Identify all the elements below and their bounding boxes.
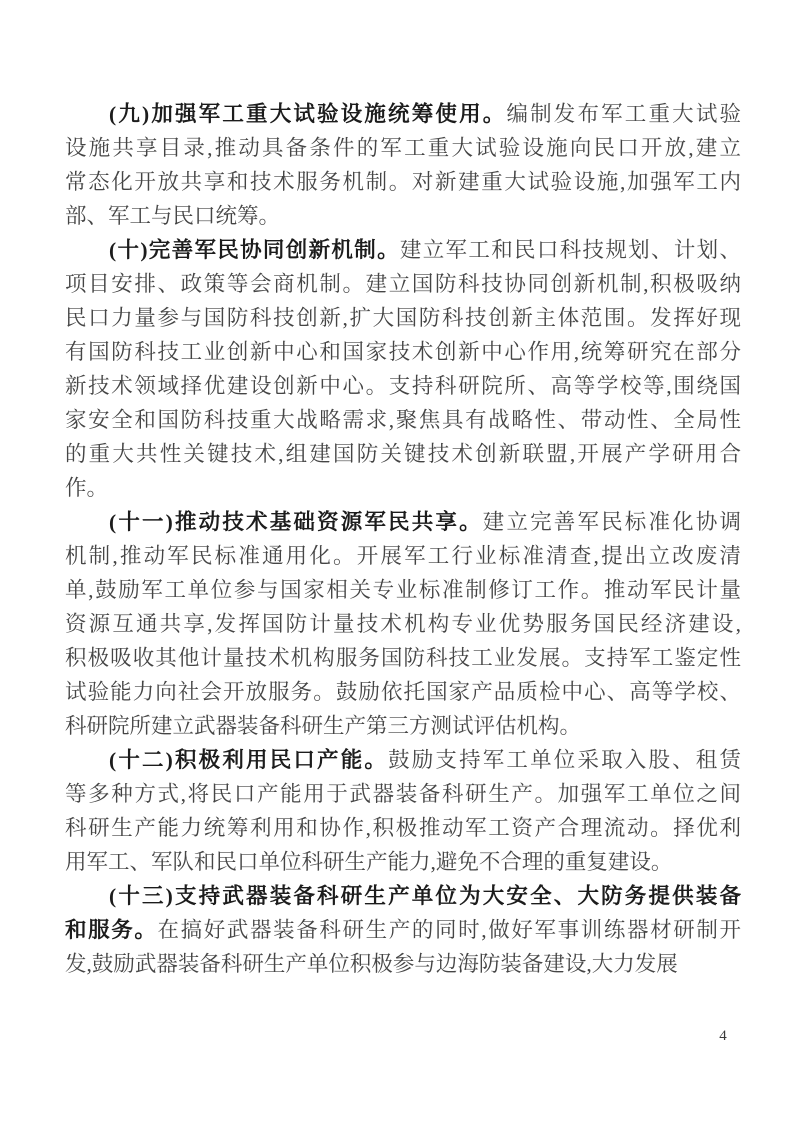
text-line	[65, 641, 741, 675]
paragraph-heading: (十)完善军民协同创新机制。	[109, 238, 400, 262]
paragraph-heading: 和服务。	[65, 918, 158, 942]
paragraph-heading: (九)加强军工重大试验设施统筹使用。	[109, 102, 507, 126]
text-line	[65, 199, 741, 233]
paragraph-text: 机制,推动军民标准通用化。开展军工行业标准清查,提出立改废清	[65, 544, 741, 568]
text-line	[65, 165, 741, 199]
paragraph-text: 新技术领域择优建设创新中心。支持科研院所、高等学校等,围绕国	[65, 374, 741, 398]
paragraph-text: 项目安排、政策等会商机制。建立国防科技协同创新机制,积极吸纳	[65, 272, 741, 296]
text-line	[65, 777, 741, 811]
paragraph-text: 编制发布军工重大试验	[506, 102, 741, 126]
text-line	[65, 267, 741, 301]
paragraph-heading: (十二)积极利用民口产能。	[109, 748, 389, 772]
text-line	[65, 505, 741, 539]
text-line	[65, 743, 741, 777]
paragraph-item-11	[65, 505, 741, 743]
paragraph-text: 作。	[65, 476, 109, 500]
page-number: 4	[719, 1028, 727, 1044]
paragraph-text: 积极吸收其他计量技术机构服务国防科技工业发展。支持军工鉴定性	[65, 646, 741, 670]
paragraph-text: 民口力量参与国防科技创新,扩大国防科技创新主体范围。发挥好现	[65, 306, 741, 330]
text-line	[65, 97, 741, 131]
text-line	[65, 233, 741, 267]
paragraph-item-10	[65, 233, 741, 505]
paragraph-text: 部、军工与民口统筹。	[65, 204, 281, 228]
paragraph-text: 建立军工和民口科技规划、计划、	[399, 238, 741, 262]
text-line	[65, 913, 741, 947]
paragraph-item-9	[65, 97, 741, 233]
text-line	[65, 301, 741, 335]
text-line	[65, 471, 741, 505]
text-line	[65, 539, 741, 573]
text-line	[65, 131, 741, 165]
text-line	[65, 403, 741, 437]
text-line	[65, 947, 741, 981]
text-line	[65, 675, 741, 709]
paragraph-text: 用军工、军队和民口单位科研生产能力,避免不合理的重复建设。	[65, 850, 673, 874]
paragraph-text: 单,鼓励军工单位参与国家相关专业标准制修订工作。推动军民计量	[65, 578, 741, 602]
paragraph-text: 建立完善军民标准化协调	[482, 510, 741, 534]
paragraph-text: 发,鼓励武器装备科研生产单位积极参与边海防装备建设,大力发展	[65, 952, 678, 976]
paragraph-text: 在搞好武器装备科研生产的同时,做好军事训练器材研制开	[157, 918, 741, 942]
paragraph-text: 常态化开放共享和技术服务机制。对新建重大试验设施,加强军工内	[65, 170, 741, 194]
paragraph-text: 的重大共性关键技术,组建国防关键技术创新联盟,开展产学研用合	[65, 442, 741, 466]
paragraph-text: 试验能力向社会开放服务。鼓励依托国家产品质检中心、高等学校、	[65, 680, 741, 704]
paragraph-heading: (十一)推动技术基础资源军民共享。	[109, 510, 483, 534]
paragraph-text: 鼓励支持军工单位采取入股、租赁	[388, 748, 741, 772]
paragraph-text: 家安全和国防科技重大战略需求,聚焦具有战略性、带动性、全局性	[65, 408, 741, 432]
paragraph-item-13	[65, 879, 741, 981]
paragraph-item-12	[65, 743, 741, 879]
text-line	[65, 369, 741, 403]
text-line	[65, 573, 741, 607]
text-line	[65, 845, 741, 879]
paragraph-text: 等多种方式,将民口产能用于武器装备科研生产。加强军工单位之间	[65, 782, 741, 806]
paragraph-text: 科研生产能力统筹利用和协作,积极推动军工资产合理流动。择优利	[65, 816, 741, 840]
paragraph-text: 资源互通共享,发挥国防计量技术机构专业优势服务国民经济建设,	[65, 612, 741, 636]
text-line	[65, 709, 741, 743]
paragraph-heading: (十三)支持武器装备科研生产单位为大安全、大防务提供装备	[109, 884, 741, 908]
text-line	[65, 811, 741, 845]
paragraph-text: 设施共享目录,推动具备条件的军工重大试验设施向民口开放,建立	[65, 136, 741, 160]
document-body	[65, 97, 741, 981]
text-line	[65, 879, 741, 913]
paragraph-text: 有国防科技工业创新中心和国家技术创新中心作用,统筹研究在部分	[65, 340, 741, 364]
text-line	[65, 335, 741, 369]
text-line	[65, 437, 741, 471]
paragraph-text: 科研院所建立武器装备科研生产第三方测试评估机构。	[65, 714, 582, 738]
text-line	[65, 607, 741, 641]
